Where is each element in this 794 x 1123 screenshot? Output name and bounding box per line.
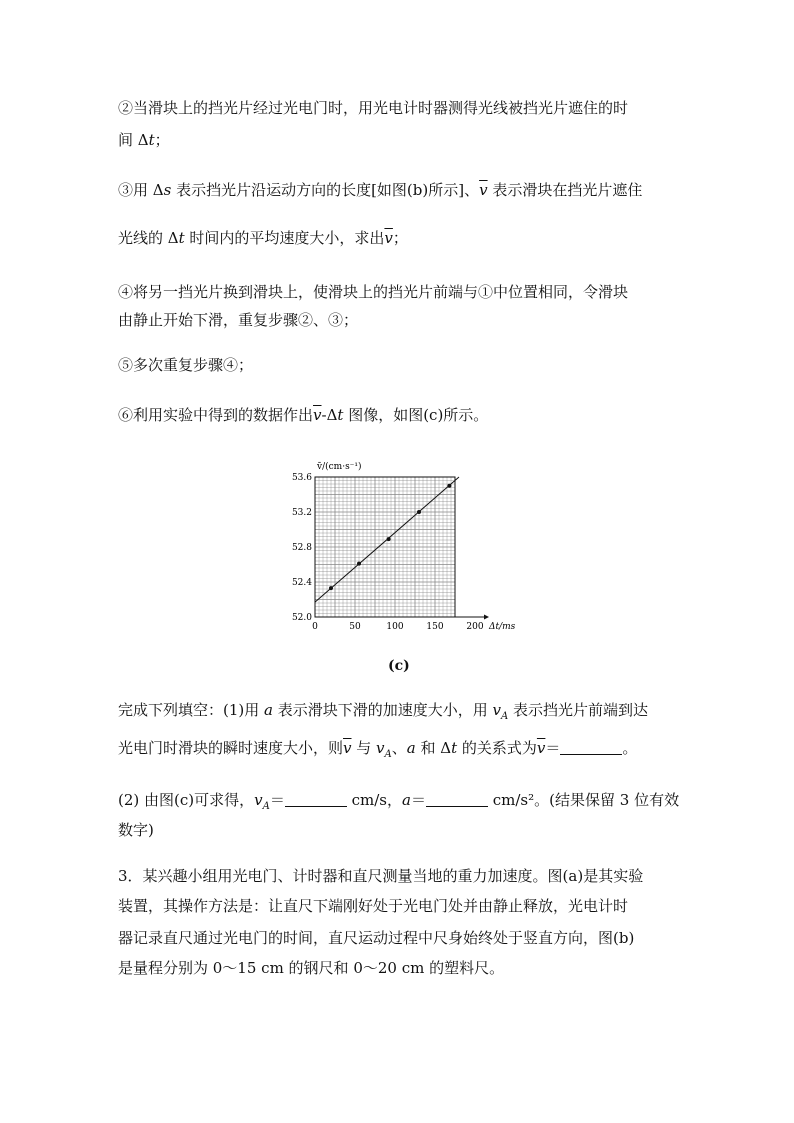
step-6: ⑥利用实验中得到的数据作出$\overline{v}-\Delta t$ 图像，如图(c)所示。: [118, 406, 489, 424]
step-3-line-2: 光线的 Δt 时间内的平均速度大小，求出$\overline{v}$；: [118, 229, 408, 247]
y-tick-label: 52.4: [291, 578, 312, 588]
problem-3-line-1: 3．某兴趣小组用光电门、计时器和直尺测量当地的重力加速度。图(a)是其实验: [118, 867, 644, 885]
y-axis-label: v̄/(cm·s⁻¹): [317, 462, 362, 472]
data-point-2: [357, 562, 361, 566]
question-1-line-1: 完成下列填空：(1)用 a 表示滑块下滑的加速度大小，用 $v_A$ 表示挡光片前端到达: [118, 701, 649, 722]
question-1-line-2: 光电门时滑块的瞬时速度大小，则$\overline{v}$ 与 $v_A$、a 和 Δt 的关系式为$\overline{v}=$ 。: [118, 739, 638, 760]
x-tick-label: 0: [312, 622, 318, 632]
y-tick-label: 52.0: [291, 613, 312, 623]
figure-caption: (c): [388, 658, 410, 674]
velocity-time-chart: [285, 455, 515, 640]
step-2-line-1: ②当滑块上的挡光片经过光电门时，用光电计时器测得光线被挡光片遮住的时: [118, 99, 629, 117]
step-4-line-1: ④将另一挡光片换到滑块上，使滑块上的挡光片前端与①中位置相同，令滑块: [118, 283, 629, 301]
data-point-4: [417, 510, 421, 514]
step-4-line-2: 由静止开始下滑，重复步骤②、③；: [118, 311, 359, 329]
x-tick-label: 50: [349, 622, 361, 632]
y-tick-label: 52.8: [291, 543, 312, 553]
x-axis-label: Δt/ms: [489, 622, 515, 632]
x-tick-label: 200: [466, 622, 484, 632]
data-point-1: [329, 586, 333, 590]
question-2-line-1: (2) 由图(c)可求得，$v_A= cm/s$，a＝ cm/s²。(结果保留 3 位有效: [118, 791, 680, 812]
answer-blank-vA[interactable]: [285, 792, 347, 807]
data-point-5: [447, 484, 451, 488]
problem-3-line-3: 器记录直尺通过光电门的时间，直尺运动过程中尺身始终处于竖直方向，图(b): [118, 929, 635, 947]
x-tick-label: 150: [426, 622, 444, 632]
y-tick-label: 53.2: [291, 508, 312, 518]
answer-blank-1[interactable]: [560, 740, 622, 755]
problem-3-line-4: 是量程分别为 0～15 cm 的钢尺和 0～20 cm 的塑料尺。: [118, 959, 505, 977]
step-5: ⑤多次重复步骤④；: [118, 356, 254, 374]
data-point-3: [387, 537, 391, 541]
x-tick-label: 100: [386, 622, 404, 632]
y-tick-label: 53.6: [291, 473, 312, 483]
step-3-line-1: ③用 Δs 表示挡光片沿运动方向的长度[如图(b)所示]、$\overline{v}$ 表示滑块在挡光片遮住: [118, 181, 643, 199]
question-2-line-2: 数字): [118, 821, 154, 839]
answer-blank-a[interactable]: [426, 792, 488, 807]
problem-3-line-2: 装置，其操作方法是：让直尺下端刚好处于光电门处并由静止释放，光电计时: [118, 897, 629, 915]
step-2-line-2: 间 Δt；: [118, 131, 170, 149]
